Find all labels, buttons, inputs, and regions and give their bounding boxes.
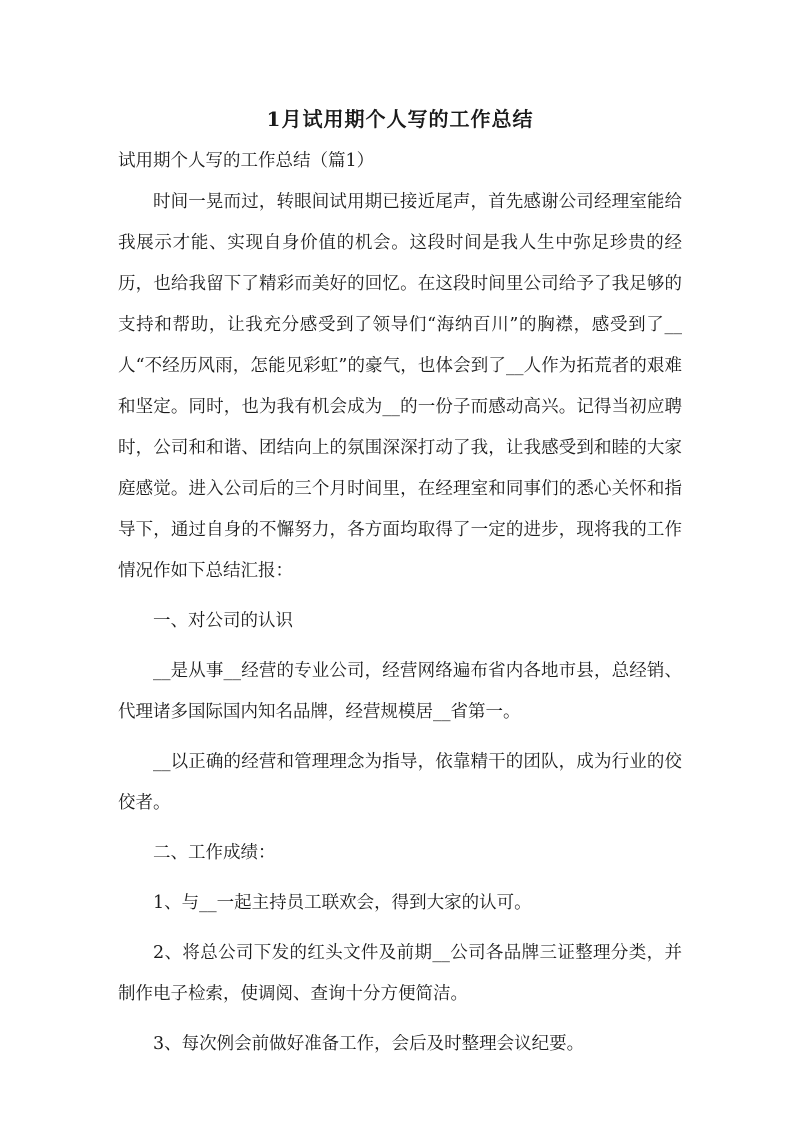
- document-subtitle: 试用期个人写的工作总结（篇1）: [118, 151, 375, 171]
- achievement-item-1: 1、与__一起主持员工联欢会，得到大家的认可。: [153, 893, 532, 913]
- paragraph-intro: 时间一晃而过，转眼间试用期已接近尾声，首先感谢公司经理室能给我展示才能、实现自身价值的机会。这段时间是我人生中弥足珍贵的经历，也给我留下了精彩而美好的回忆。在这段时间里公司给予了我足够的支持和帮助，让我充分感受到了领导们“海纳百川”的胸襟，感受到了__人“不经历风雨，怎能见彩虹”的豪气，也体会到了__人作为拓荒者的艰难和坚定。同时，也为我有机会成为__的一份子而感动高兴。记得当初应聘时，公司和和谐、团结向上的氛围深深打动了我，让我感受到和睦的大家庭感觉。进入公司后的三个月时间里，在经理室和同事们的悉心关怀和指导下，通过自身的不懈努力，各方面均取得了一定的进步，现将我的工作情况作如下总结汇报：: [118, 192, 682, 581]
- achievement-item-3: 3、每次例会前做好准备工作，会后及时整理会议纪要。: [153, 1034, 585, 1054]
- achievement-item-2: 2、将总公司下发的红头文件及前期__公司各品牌三证整理分类，并制作电子检索，使调阅、查询十分方便简洁。: [118, 943, 682, 1004]
- section-heading-achievements: 二、工作成绩：: [153, 843, 276, 863]
- paragraph-company-2: __以正确的经营和管理理念为指导，依靠精干的团队，成为行业的佼佼者。: [118, 752, 682, 813]
- document-body: [118, 182, 682, 1074]
- document-title: 1月试用期个人写的工作总结: [266, 107, 534, 131]
- paragraph-company-1: __是从事__经营的专业公司，经营网络遍布省内各地市县，总经销、代理诸多国际国内知名品牌，经营规模居__省第一。: [118, 661, 682, 722]
- section-heading-company: 一、对公司的认识: [153, 611, 293, 631]
